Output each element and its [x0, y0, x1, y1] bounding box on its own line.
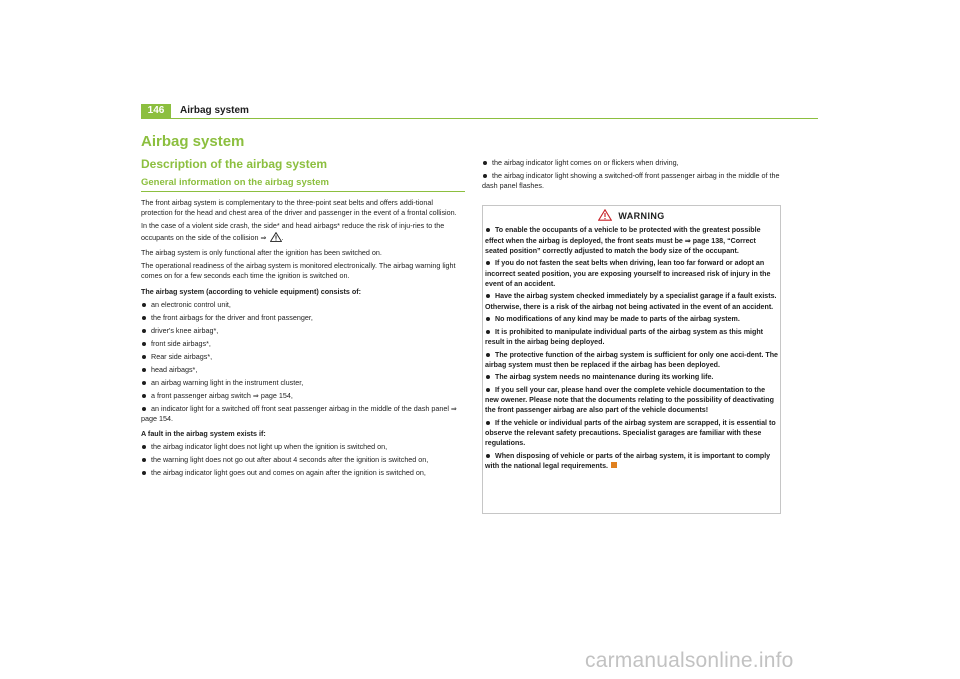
- list-item: head airbags*,: [141, 365, 465, 375]
- intro-paragraph-2: [141, 221, 465, 245]
- list-item: the airbag indicator light does not light up when the ignition is switched on,: [141, 442, 465, 452]
- list-item: the airbag indicator light comes on or flickers when driving,: [482, 158, 782, 168]
- warning-item: To enable the occupants of a vehicle to be protected with the greatest possible effect when the airbag is deployed, the front seats must be ⇒ page 138, “Correct seated position” correctly adjusted to match the body size of the occupant.: [485, 225, 778, 256]
- warning-item: If you do not fasten the seat belts when driving, lean too far forward or adopt an incorrect seated position, you are exposing yourself to increased risk of injury in the event of an accident.: [485, 258, 778, 289]
- warning-label: WARNING: [618, 211, 665, 221]
- warning-item: It is prohibited to manipulate individual parts of the airbag system as this might result in the airbag being deployed.: [485, 327, 778, 347]
- warning-item: [485, 451, 778, 471]
- warning-item: The airbag system needs no maintenance during its working life.: [485, 372, 778, 382]
- warning-item: No modifications of any kind may be made to parts of the airbag system.: [485, 314, 778, 324]
- warning-triangle-icon[interactable]: [270, 232, 282, 245]
- warning-item: Have the airbag system checked immediately by a specialist garage if a fault exists. Otherwise, there is a risk of the airbag not being activated in the event of an accident.: [485, 292, 777, 311]
- warning-list: [485, 225, 778, 471]
- fault-list-left: [141, 442, 465, 478]
- list-item: an electronic control unit,: [141, 300, 465, 310]
- intro-paragraph-1: The front airbag system is complementary to the three-point seat belts and offers addi-tional protection for the head and chest area of the driver and passenger in the event of a frontal collision.: [141, 198, 457, 218]
- list-item: an airbag warning light in the instrument cluster,: [141, 378, 465, 388]
- section-title: Description of the airbag system: [141, 157, 328, 171]
- warning-header: [485, 209, 778, 223]
- page-number: 146: [141, 104, 171, 118]
- list-item: the airbag indicator light showing a switched-off front passenger airbag in the middle of the dash panel flashes.: [482, 171, 782, 192]
- warning-box: [482, 205, 781, 514]
- list-item: the airbag indicator light goes out and comes on again after the ignition is switched on,: [141, 468, 465, 478]
- list-item: the warning light does not go out after about 4 seconds after the ignition is switched on,: [141, 455, 465, 465]
- page-title: Airbag system: [141, 133, 245, 150]
- running-head: Airbag system: [180, 105, 249, 116]
- intro-paragraph-2-end: .: [281, 232, 284, 242]
- warning-item: The protective function of the airbag system is sufficient for only one acci-dent. The airbag system must then be replaced if the airbag has been deployed.: [485, 350, 779, 369]
- section-end-icon: [611, 462, 617, 468]
- list-item: Rear side airbags*,: [141, 352, 465, 362]
- subsection-title: General information on the airbag system: [141, 177, 465, 192]
- intro-paragraph-2-text: In the case of a violent side crash, the side* and head airbags* reduce the risk of inju-ries to the occupants on the side of the collision ⇒: [141, 221, 445, 242]
- list-item: a front passenger airbag switch ⇒ page 154,: [141, 391, 465, 401]
- list-item: driver's knee airbag*,: [141, 326, 465, 336]
- list-item: the front airbags for the driver and front passenger,: [141, 313, 465, 323]
- warning-triangle-icon: [598, 209, 612, 223]
- consists-heading: The airbag system (according to vehicle equipment) consists of:: [141, 286, 362, 296]
- intro-paragraph-3: The airbag system is only functional after the ignition has been switched on.: [141, 247, 382, 257]
- consists-list: [141, 300, 465, 425]
- fault-heading: A fault in the airbag system exists if:: [141, 429, 266, 439]
- warning-item: If you sell your car, please hand over the complete vehicle documentation to the new owener. Please note that the documents relating to the possibility of deactivating the front passenger airbag are also part of the vehicle documents!: [485, 385, 778, 416]
- warning-item-text: When disposing of vehicle or parts of the airbag system, it is important to comply with the national legal requirements.: [485, 451, 771, 471]
- watermark: carmanualsonline.info: [585, 649, 794, 672]
- right-column: [482, 157, 782, 191]
- intro-paragraph-4: The operational readiness of the airbag system is monitored electronically. The airbag warning light comes on for a few seconds each time the ignition is switched on.: [141, 260, 456, 281]
- page-header: [141, 104, 818, 119]
- left-column: [141, 157, 465, 479]
- warning-item: If the vehicle or individual parts of the airbag system are scrapped, it is essential to observe the relevant safety precautions. Specialist garages are familiar with these regulations.: [485, 418, 778, 449]
- list-item: an indicator light for a switched off front seat passenger airbag in the middle of the dash panel ⇒ page 154.: [141, 404, 465, 425]
- fault-list-right: [482, 158, 782, 192]
- list-item: front side airbags*,: [141, 339, 465, 349]
